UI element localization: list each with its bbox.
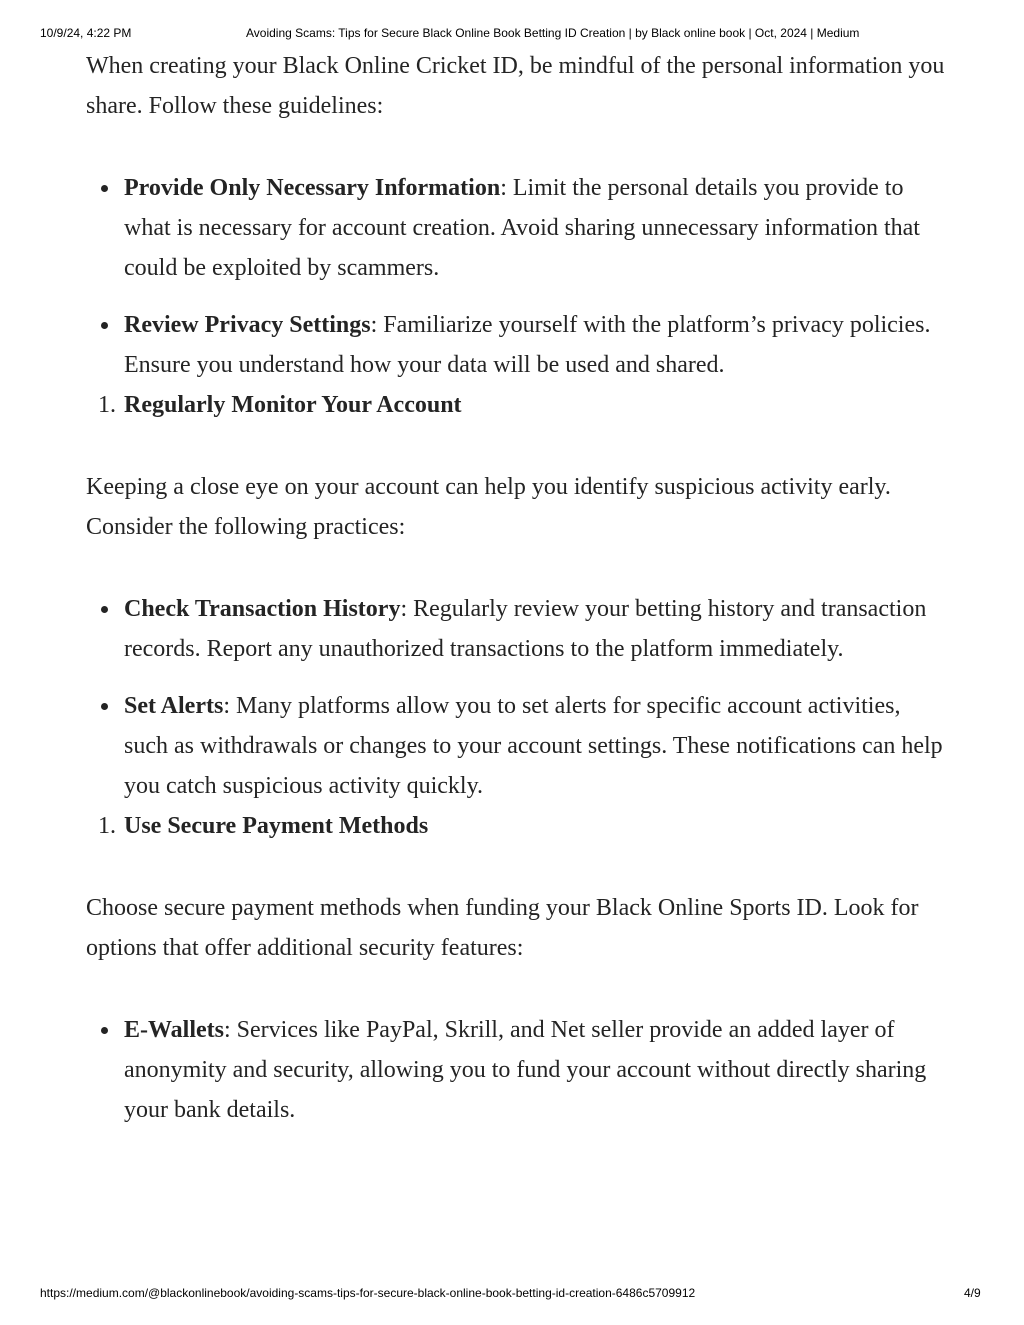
bullet-list-monitor-account <box>86 589 946 806</box>
list-item-text: : Many platforms allow you to set alerts for specific account activities, such as withdrawals or changes to your account settings. These notifications can help you catch suspicious activity quickly. <box>124 693 943 799</box>
list-item <box>124 168 946 288</box>
section-heading-payment-methods <box>86 806 946 846</box>
list-item-text: : Services like PayPal, Skrill, and Net seller provide an added layer of anonymity and security, allowing you to fund your account without directly sharing your bank details. <box>124 1017 927 1123</box>
article-body <box>86 46 946 1130</box>
list-item-term: Set Alerts <box>124 693 224 719</box>
paragraph-payment-methods: Choose secure payment methods when funding your Black Online Sports ID. Look for options that offer additional security features: <box>86 895 919 961</box>
list-item-term: Check Transaction History <box>124 596 401 622</box>
print-datetime: 10/9/24, 4:22 PM <box>40 26 132 40</box>
print-page-title: Avoiding Scams: Tips for Secure Black Online Book Betting ID Creation | by Black online book | Oct, 2024 | Medium <box>246 26 860 40</box>
list-item <box>124 305 946 385</box>
print-footer <box>0 1286 1024 1302</box>
bullet-list-payment-methods <box>86 1010 946 1130</box>
list-item <box>124 686 946 806</box>
section-heading-label: Use Secure Payment Methods <box>124 813 429 839</box>
list-item <box>124 1010 946 1130</box>
list-item-term: E-Wallets <box>124 1017 224 1043</box>
paragraph-personal-info: When creating your Black Online Cricket ID, be mindful of the personal information you share. Follow these guidelines: <box>86 53 945 119</box>
section-heading-label: Regularly Monitor Your Account <box>124 392 462 418</box>
section-number: 1. <box>98 392 116 418</box>
bullet-list-personal-info <box>86 168 946 385</box>
print-header <box>0 26 1024 42</box>
print-url: https://medium.com/@blackonlinebook/avoiding-scams-tips-for-secure-black-online-book-betting-id-creation-6486c5709912 <box>40 1286 696 1300</box>
list-item-term: Provide Only Necessary Information <box>124 175 501 201</box>
section-number: 1. <box>98 813 116 839</box>
section-heading-monitor-account <box>86 385 946 425</box>
list-item-text: : Regularly review your betting history and transaction records. Report any unauthorized transactions to the platform immediately. <box>124 596 927 662</box>
list-item-term: Review Privacy Settings <box>124 312 371 338</box>
paragraph-monitor-account: Keeping a close eye on your account can help you identify suspicious activity early. Consider the following practices: <box>86 474 891 540</box>
print-page-number: 4/9 <box>964 1286 981 1300</box>
list-item-text: : Limit the personal details you provide to what is necessary for account creation. Avoid sharing unnecessary information that could be exploited by scammers. <box>124 175 920 281</box>
list-item-text: : Familiarize yourself with the platform’s privacy policies. Ensure you understand how your data will be used and shared. <box>124 312 931 378</box>
list-item <box>124 589 946 669</box>
